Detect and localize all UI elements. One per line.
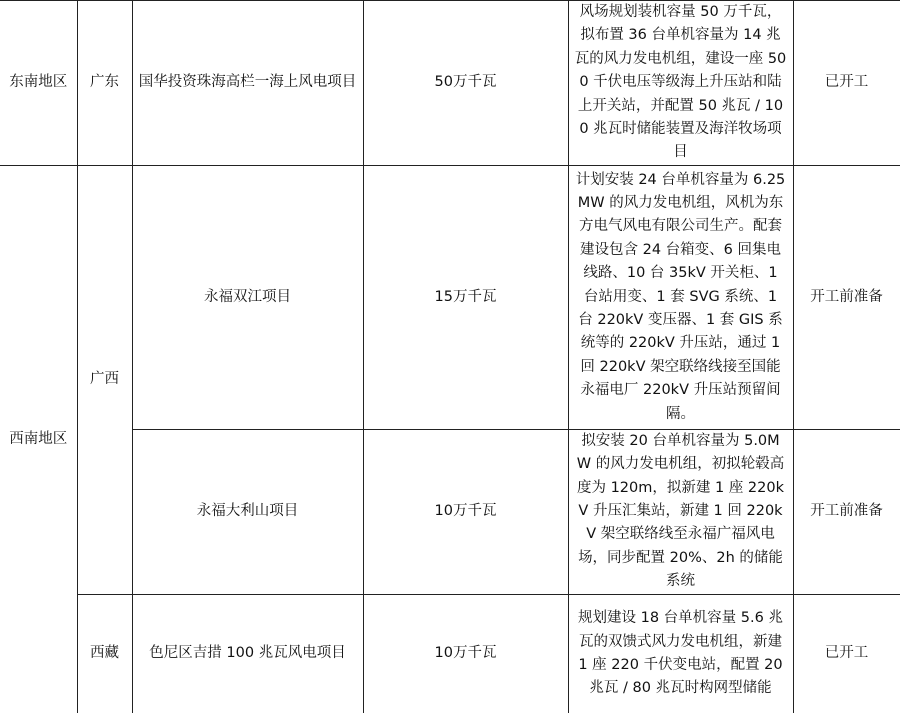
capacity-cell: 10万千瓦 (363, 429, 568, 594)
project-detail-cell: 拟安装 20 台单机容量为 5.0MW 的风力发电机组，初拟轮毂高度为 120m，拟新建 1 座 220kV 升压汇集站，新建 1 回 220kV 架空联络线至永福广福风电场，同步配置 20%、2h 的储能系统 (568, 429, 793, 594)
table-row (0, 165, 900, 429)
capacity-cell: 10万千瓦 (363, 594, 568, 713)
project-name-cell: 国华投资珠海高栏一海上风电项目 (132, 1, 363, 166)
project-name-cell: 永福双江项目 (132, 165, 363, 429)
project-detail-cell: 计划安装 24 台单机容量为 6.25MW 的风力发电机组，风机为东方电气风电有限公司生产。配套建设包含 24 台箱变、6 回集电线路、10 台 35kV 开关柜、1 台站用变、1 套 SVG 系统、1 台 220kV 变压器、1 套 GIS 系统等的 220kV 升压站，通过 1 回 220kV 架空联络线接至国能永福电厂 220kV 升压站预留间隔。 (568, 165, 793, 429)
project-name-cell: 永福大利山项目 (132, 429, 363, 594)
table-row (0, 594, 900, 713)
status-cell: 开工前准备 (793, 165, 900, 429)
project-name-cell: 色尼区吉措 100 兆瓦风电项目 (132, 594, 363, 713)
province-cell: 广东 (77, 1, 132, 166)
table-row (0, 429, 900, 594)
province-cell: 西藏 (77, 594, 132, 713)
region-cell: 东南地区 (0, 1, 77, 166)
region-cell: 西南地区 (0, 165, 77, 713)
capacity-cell: 50万千瓦 (363, 1, 568, 166)
project-detail-cell: 规划建设 18 台单机容量 5.6 兆瓦的双馈式风力发电机组，新建 1 座 220 千伏变电站，配置 20 兆瓦 / 80 兆瓦时构网型储能 (568, 594, 793, 713)
status-cell: 已开工 (793, 594, 900, 713)
province-cell: 广西 (77, 165, 132, 594)
project-detail-cell: 风场规划装机容量 50 万千瓦，拟布置 36 台单机容量为 14 兆瓦的风力发电机组，建设一座 500 千伏电压等级海上升压站和陆上开关站，并配置 50 兆瓦 / 100 兆瓦时储能装置及海洋牧场项目 (568, 1, 793, 166)
status-cell: 开工前准备 (793, 429, 900, 594)
table-row (0, 1, 900, 166)
status-cell: 已开工 (793, 1, 900, 166)
capacity-cell: 15万千瓦 (363, 165, 568, 429)
